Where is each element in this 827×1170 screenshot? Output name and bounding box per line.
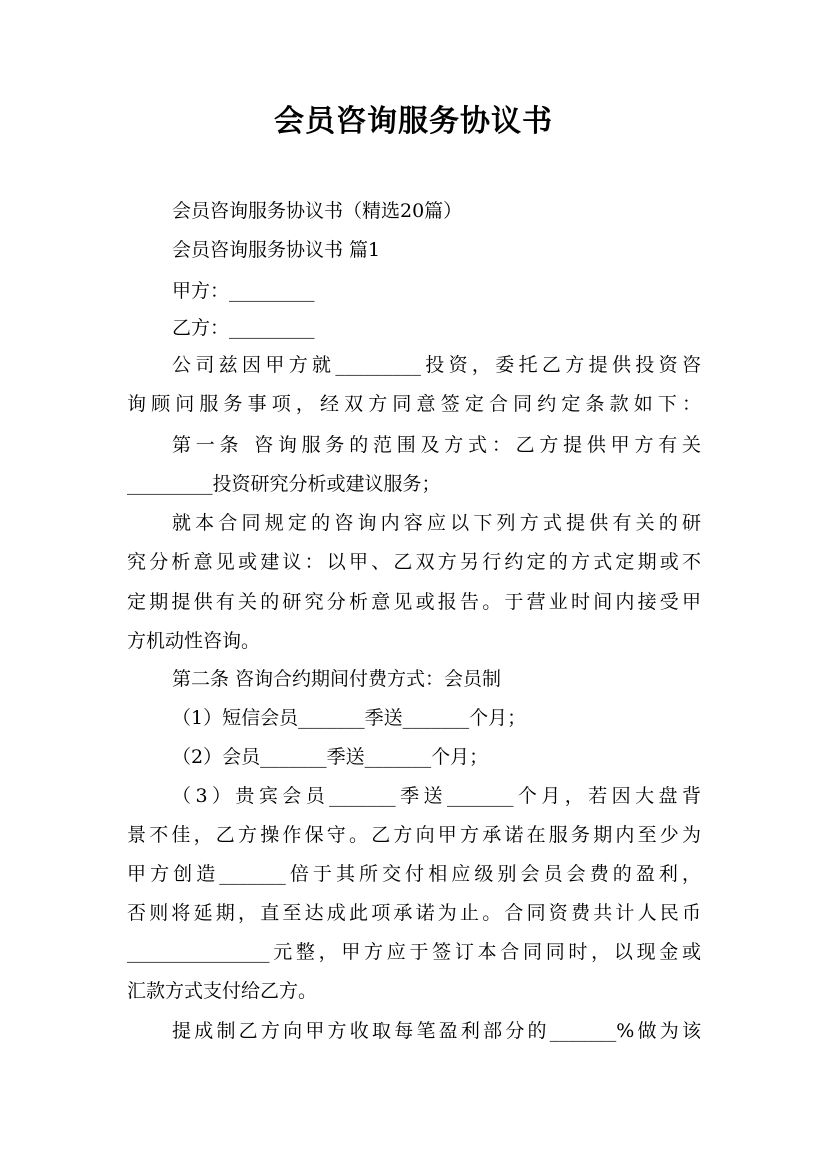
paragraph-line: 定期提供有关的研究分析意见或报告。于营业时间内接受甲: [127, 591, 701, 613]
paragraph-line: 提成制乙方向甲方收取每笔盈利部分的_______%做为该: [172, 1020, 701, 1042]
paragraph-line: 究分析意见或建议：以甲、乙双方另行约定的方式定期或不: [127, 551, 701, 573]
paragraph-line: 公司兹因甲方就_________投资，委托乙方提供投资咨: [172, 354, 701, 376]
article-one-line: 第一条 咨询服务的范围及方式：乙方提供甲方有关: [172, 434, 701, 456]
list-item: （3）贵宾会员_______季送_______个月，若因大盘背: [172, 785, 701, 807]
paragraph-line: 景不佳，乙方操作保守。乙方向甲方承诺在服务期内至少为: [127, 824, 701, 846]
paragraph-line: 甲方创造_______倍于其所交付相应级别会员会费的盈利，: [127, 863, 701, 885]
party-b-line: 乙方：_________: [172, 317, 315, 339]
document-title: 会员咨询服务协议书: [274, 104, 553, 139]
subtitle-line: 会员咨询服务协议书（精选20篇）: [172, 200, 463, 222]
section-heading: 会员咨询服务协议书 篇1: [172, 239, 381, 261]
paragraph-line: 方机动性咨询。: [127, 630, 261, 652]
paragraph-line: _________投资研究分析或建议服务；: [127, 473, 441, 495]
party-a-line: 甲方：_________: [172, 280, 315, 302]
paragraph-line: 否则将延期，直至达成此项承诺为止。合同资费共计人民币: [127, 902, 701, 924]
paragraph-line: 就本合同规定的咨询内容应以下列方式提供有关的研: [172, 512, 701, 534]
paragraph-line: 汇款方式支付给乙方。: [127, 980, 318, 1002]
list-item: （2）会员_______季送_______个月；: [172, 746, 489, 768]
paragraph-line: _______________元整，甲方应于签订本合同同时，以现金或: [127, 941, 701, 963]
article-two-line: 第二条 咨询合约期间付费方式：会员制: [172, 668, 502, 690]
list-item: （1）短信会员_______季送_______个月；: [172, 707, 527, 729]
paragraph-line: 询顾问服务事项，经双方同意签定合同约定条款如下：: [127, 393, 701, 415]
